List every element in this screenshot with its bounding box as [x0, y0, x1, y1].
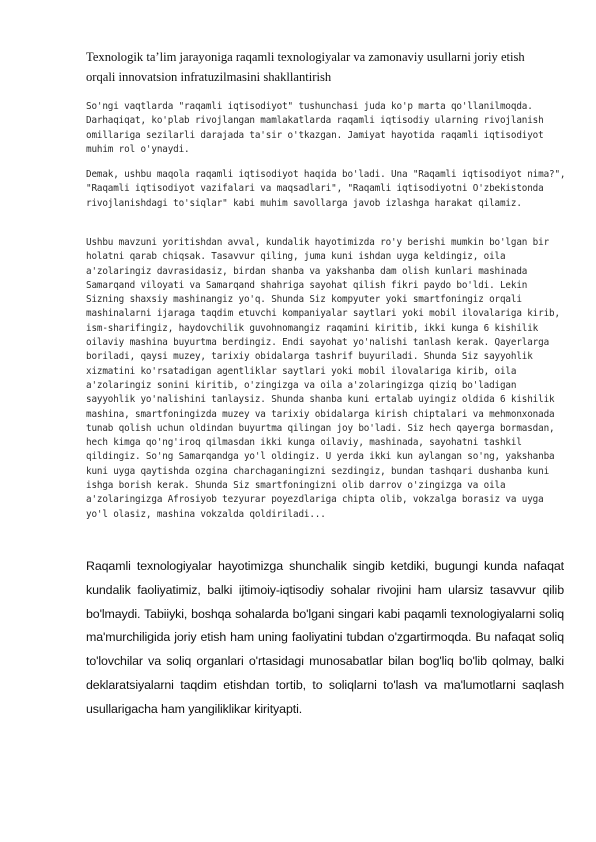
main-body-paragraph: Raqamli texnologiyalar hayotimizga shunchalik singib ketdiki, bugungi kunda nafaqat kundalik faoliyatimiz, balki ijtimoiy-iqtisodiy sohalar rivojini ham ularsiz tasavvur qilib bo'lmaydi. Tabiiyki, boshqa sohalarda bo'lgani singari kabi paqamli texnologiyalarni soliq ma'murchiligida joriy etish ham uning faoliyatini tubdan o'zgartirmoqda. Bu nafaqat soliq to'lovchilar va soliq organlari o'rtasidagi munosabatlar bilan bog'liq bo'lib qolmay, balki deklaratsiyalarni taqdim etishdan tortib, to soliqlarni to'lash va ma'lumotlarni saqlash usullarigacha ham yangiliklikar kirityapti. [86, 559, 564, 716]
document-title: Texnologik ta’lim jarayoniga raqamli texnologiyalar va zamonaviy usullarni joriy etish orqali innovatsion infratuzilmasini shakllantirish [86, 50, 525, 84]
example-story-paragraph: Ushbu mavzuni yoritishdan avval, kundalik hayotimizda ro'y berishi mumkin bo'lgan bir holatni qarab chiqsak. Tasavvur qiling, juma kuni ishdan uyga keldingiz, oila a'zolaringiz davrasidasiz, birdan shanba va yakshanba dam olish kunlari mashinada Samarqand viloyati va Samarqand shahriga sayohat qilish fikri paydo bo'ldi. Lekin Sizning shaxsiy mashinangiz yo'q. Shunda Siz kompyuter yoki smartfoningiz orqali mashinalarni ijaraga taqdim etuvchi kompaniyalar saytlari yoki mobil ilovalariga kirib, ism-sharifingiz, haydovchilik guvohnomangiz raqamini kiritib, ikki kunga 6 kishilik oilaviy mashina buyurtma berdingiz. Endi sayohat yo'nalishi tanlash kerak. Qayerlarga boriladi, qaysi muzey, tarixiy obidalarga tashrif buyuriladi. Shunda Siz sayyohlik xizmatini ko'rsatadigan agentliklar saytlari yoki mobil ilovalariga kirib, oila a'zolaringiz sonini kiritib, o'zingizga va oila a'zolaringizga qiziq bo'ladigan sayyohlik yo'nalishini tanlaysiz. Shunda shanba kuni ertalab uyingiz oldida 6 kishilik mashina, smartfoningizda muzey va tarixiy obidalarga kirish chiptalari va mehmonxonada tunab qolish uchun oldindan buyurtma qilingan joy bo'ladi. Siz hech qayerga bormasdan, hech kimga qo'ng'iroq qilmasdan ikki kunga oilaviy, mashinada, sayohatni tashkil qildingiz. So'ng Samarqandga yo'l oldingiz. U yerda ikki kun aylangan so'ng, yakshanba kuni uyga qaytishda ozgina charchaganingizni sezdingiz, bundan tashqari dushanba kuni ishga borish kerak. Shunda Siz smartfoningizni olib darrov o'zingizga va oila a'zolaringizga Afrosiyob tezyurar poyezdlariga chipta olib, vokzalga borasiz va uyga yo'l olasiz, mashina vokzalda qoldiriladi... [86, 237, 560, 520]
intro-paragraph: So'ngi vaqtlarda "raqamli iqtisodiyot" tushunchasi juda ko'p marta qo'llanilmoqda. Darhaqiqat, ko'plab rivojlangan mamlakatlarda raqamli iqtisodiy ularning rivojlanish omillariga sezilarli darajada ta'sir o'tkazgan. Jamiyat hayotida raqamli iqtisodiyot muhim rol o'ynaydi. [86, 101, 544, 155]
article-scope-paragraph: Demak, ushbu maqola raqamli iqtisodiyot haqida bo'ladi. Una "Raqamli iqtisodiyot nima?", "Raqamli iqtisodiyot vazifalari va maqsadlari", "Raqamli iqtisodiyotni O'zbekistonda rivojlanishdagi to'siqlar" kabi muhim savollarga javob izlashga harakat qilamiz. [86, 169, 566, 209]
